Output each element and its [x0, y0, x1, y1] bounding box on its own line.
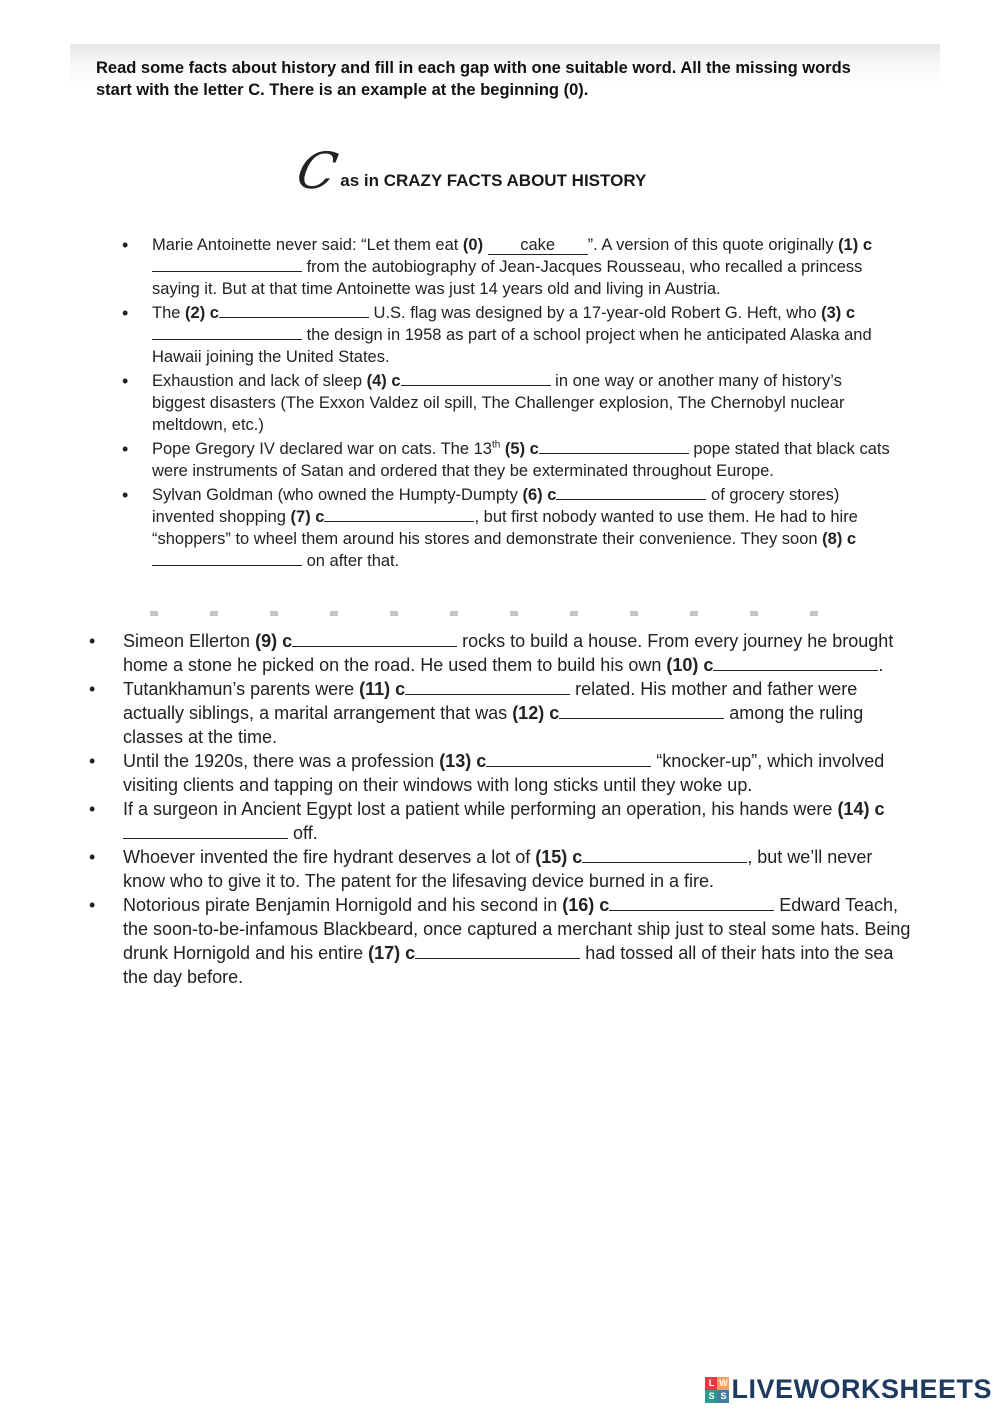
fact-item — [152, 484, 892, 572]
fact-text: U.S. flag was designed by a 17-year-old Robert G. Heft, who — [368, 304, 822, 322]
gap-number: (4) c — [366, 372, 401, 390]
fact-text: . — [878, 655, 884, 675]
fact-text: off. — [288, 823, 318, 843]
fact-item — [152, 234, 892, 300]
fact-text: rocks to build a house. From every journey he brought home a stone he picked on the road. He used them to build his own — [123, 631, 894, 675]
gap-number: (17) c — [368, 943, 416, 963]
fact-text: from the autobiography of Jean-Jacques Rousseau, who recalled a princess saying it. But at that time Antoinette was just 14 years old and living in Austria. — [152, 258, 863, 298]
gap-number: (14) c — [837, 799, 885, 819]
fact-item — [123, 677, 913, 749]
fact-text: the design in 1958 as part of a school project when he anticipated Alaska and Hawaii joining the United States. — [152, 326, 872, 366]
answer-gap[interactable] — [152, 325, 302, 340]
facts-list-top — [152, 234, 892, 574]
fact-text: , but we’ll never know who to give it to. The patent for the lifesaving device burned in a fire. — [123, 847, 873, 891]
gap-number: (10) c — [666, 655, 714, 675]
gap-number: (7) c — [290, 508, 325, 526]
answer-gap[interactable] — [292, 632, 457, 647]
fact-text: Sylvan Goldman (who owned the Humpty-Dumpty — [152, 486, 523, 504]
answer-gap[interactable] — [123, 824, 288, 839]
fact-text: had tossed all of their hats into the sea the day before. — [123, 943, 894, 987]
gap-number: (9) c — [255, 631, 293, 651]
fact-text: , but first nobody wanted to use them. He had to hire “shoppers” to wheel them around his stores and demonstrate their convenience. They soon — [152, 508, 858, 548]
answer-gap[interactable] — [609, 896, 774, 911]
fact-item — [152, 438, 892, 482]
fact-text: Whoever invented the fire hydrant deserves a lot of — [123, 847, 536, 867]
gap-number: (15) c — [535, 847, 583, 867]
answer-gap[interactable] — [582, 848, 747, 863]
fact-text: in one way or another many of history’s biggest disasters (The Exxon Valdez oil spill, The Challenger explosion, The Chernobyl nuclear meltdown, etc.) — [152, 372, 845, 434]
fact-text: “knocker-up”, which involved visiting clients and tapping on their windows with long sticks until they woke up. — [123, 751, 885, 795]
fact-text: The — [152, 304, 186, 322]
answer-gap[interactable] — [401, 371, 551, 386]
brand-text: LIVEWORKSHEETS — [731, 1374, 992, 1404]
gap-number: (11) c — [359, 679, 406, 699]
gap-number: (6) c — [522, 486, 557, 504]
fact-text: related. His mother and father were actually siblings, a marital arrangement that was — [123, 679, 858, 723]
fact-item — [152, 370, 892, 436]
liveworksheets-logo-icon — [705, 1377, 729, 1403]
gap-number: (5) c — [504, 440, 539, 458]
fact-text: Simeon Ellerton — [123, 631, 256, 651]
logo-tile: S — [717, 1390, 729, 1403]
fact-text: among the ruling classes at the time. — [123, 703, 864, 747]
fact-item — [123, 893, 913, 989]
gap-number: (13) c — [439, 751, 487, 771]
answer-gap[interactable] — [405, 680, 570, 695]
fact-item — [152, 302, 892, 368]
fact-text: Edward Teach, the soon-to-be-infamous Blackbeard, once captured a merchant ship just to steal some hats. Being drunk Hornigold and his entire — [123, 895, 911, 963]
gap-number: (2) c — [185, 304, 219, 322]
fact-text: pope stated that black cats were instruments of Satan and ordered that they be exterminated throughout Europe. — [152, 440, 890, 480]
logo-tile: L — [705, 1377, 717, 1390]
gap-number: (16) c — [562, 895, 610, 915]
fact-text: Tutankhamun’s parents were — [123, 679, 360, 699]
answer-gap[interactable] — [219, 303, 369, 318]
fact-item — [123, 797, 913, 845]
fact-text: on after that. — [302, 552, 400, 570]
fact-item — [123, 749, 913, 797]
fact-text: Notorious pirate Benjamin Hornigold and his second in — [123, 895, 563, 915]
gap-number: (1) c — [838, 236, 872, 254]
answer-gap[interactable] — [559, 704, 724, 719]
fact-text: If a surgeon in Ancient Egypt lost a patient while performing an operation, his hands were — [123, 799, 838, 819]
facts-list-bottom — [123, 629, 913, 989]
gap-number: (0) — [462, 236, 488, 254]
answer-gap[interactable] — [152, 257, 302, 272]
decorative-c: C — [291, 142, 343, 200]
fact-item — [123, 845, 913, 893]
fact-text: Marie Antoinette never said: “Let them eat — [152, 236, 463, 254]
logo-tile: W — [719, 1377, 728, 1388]
fact-text: Pope Gregory IV declared war on cats. The 13 — [152, 440, 492, 458]
answer-gap[interactable] — [152, 551, 302, 566]
fact-text: Exhaustion and lack of sleep — [152, 372, 367, 390]
fact-item — [123, 629, 913, 677]
answer-gap[interactable] — [539, 439, 689, 454]
cut-off-line — [150, 611, 870, 616]
gap-number: (3) c — [821, 304, 856, 322]
fact-text: of grocery stores) invented shopping — [152, 486, 840, 526]
answer-gap[interactable] — [556, 485, 706, 500]
answer-gap[interactable] — [713, 656, 878, 671]
fact-text: Until the 1920s, there was a profession — [123, 751, 440, 771]
answer-gap[interactable] — [324, 507, 474, 522]
fact-text: ”. A version of this quote originally — [587, 236, 839, 254]
gap-number: (8) c — [822, 530, 857, 548]
heading-text: as in CRAZY FACTS ABOUT HISTORY — [340, 171, 647, 190]
answer-gap[interactable] — [415, 944, 580, 959]
example-answer: cake — [488, 236, 588, 255]
liveworksheets-footer — [705, 1374, 992, 1405]
gap-number: (12) c — [512, 703, 560, 723]
answer-gap[interactable] — [486, 752, 651, 767]
instructions: Read some facts about history and fill in each gap with one suitable word. All the missing words start with the letter C. There is an example at the beginning (0). — [96, 59, 851, 99]
logo-tile: S — [705, 1390, 717, 1403]
superscript: th — [491, 439, 501, 451]
worksheet-heading — [291, 142, 647, 200]
